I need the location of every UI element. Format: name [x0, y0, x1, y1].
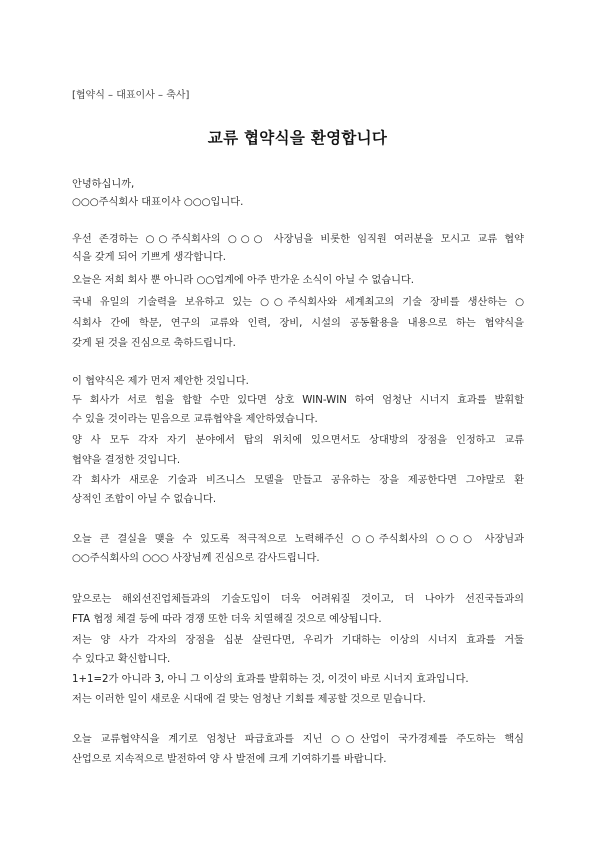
- body-line: 오늘은 저희 회사 뿐 아니라 ○○업계에 아주 반가운 소식이 아닐 수 없습니다.: [72, 275, 415, 286]
- body-line: 산업으로 지속적으로 발전하여 양 사 발전에 크게 기여하기를 바랍니다.: [72, 754, 387, 765]
- body-line: 두 회사가 서로 힘을 합할 수만 있다면 상호 WIN-WIN 하여 엄청난 시너지 효과를 발휘할: [72, 395, 524, 406]
- body-line: 수 있다고 확신합니다.: [72, 654, 171, 665]
- body-line: ○○주식회사의 ○○○ 사장님께 진심으로 감사드립니다.: [72, 553, 320, 564]
- body-line: 저는 양 사가 각자의 장점을 십분 살린다면, 우리가 기대하는 이상의 시너지 효과를 거둘: [72, 635, 524, 646]
- body-line: 식회사 간에 학문, 연구의 교류와 인력, 장비, 시설의 공동활용을 내용으로 하는 협약식을: [72, 318, 524, 329]
- body-line: 국내 유일의 기술력을 보유하고 있는 ○○주식회사와 세계최고의 기술 장비를 생산하는 ○: [72, 297, 524, 308]
- body-line: 갖게 된 것을 진심으로 축하드립니다.: [72, 338, 236, 349]
- speaker-intro-line: ○○○주식회사 대표이사 ○○○입니다.: [72, 197, 244, 208]
- body-line: 저는 이러한 일이 새로운 시대에 걸 맞는 엄청난 기회를 제공할 것으로 믿습니다.: [72, 694, 426, 705]
- greeting-line: 안녕하십니까,: [72, 179, 135, 190]
- body-line: FTA 협정 체결 등에 따라 경쟁 또한 더욱 치열해질 것으로 예상됩니다.: [72, 614, 382, 625]
- body-line: 각 회사가 새로운 기술과 비즈니스 모델을 만들고 공유하는 장을 제공한다면 그야말로 환: [72, 475, 524, 486]
- body-line: 1+1=2가 아니라 3, 아니 그 이상의 효과를 발휘하는 것, 이것이 바로 시너지 효과입니다.: [72, 674, 469, 685]
- body-line: 앞으로는 해외선진업체들과의 기술도입이 더욱 어려워질 것이고, 더 나아가 선진국들과의: [72, 594, 524, 605]
- body-line: 양 사 모두 각자 자기 분야에서 탑의 위치에 있으면서도 상대방의 장점을 인정하고 교류: [72, 435, 524, 446]
- body-line: 협약을 결정한 것입니다.: [72, 455, 181, 466]
- body-line: 상적인 조합이 아닐 수 없습니다.: [72, 494, 217, 505]
- body-line: 오늘 큰 결실을 맺을 수 있도록 적극적으로 노력해주신 ○○주식회사의 ○○○ 사장님과: [72, 534, 524, 545]
- page-title: 교류 협약식을 환영합니다: [207, 129, 388, 147]
- body-line: 오늘 교류협약식을 계기로 엄청난 파급효과를 지닌 ○○산업이 국가경제를 주도하는 핵심: [72, 734, 524, 745]
- header-tag: [협약식 – 대표이사 – 축사]: [72, 90, 190, 101]
- body-line: 수 있을 것이라는 믿음으로 교류협약을 제안하였습니다.: [72, 414, 318, 425]
- body-line: 식을 갖게 되어 기쁘게 생각합니다.: [72, 252, 226, 263]
- body-line: 이 협약식은 제가 먼저 제안한 것입니다.: [72, 376, 249, 387]
- body-line: 우선 존경하는 ○○주식회사의 ○○○ 사장님을 비롯한 임직원 여러분을 모시고 교류 협약: [72, 234, 524, 245]
